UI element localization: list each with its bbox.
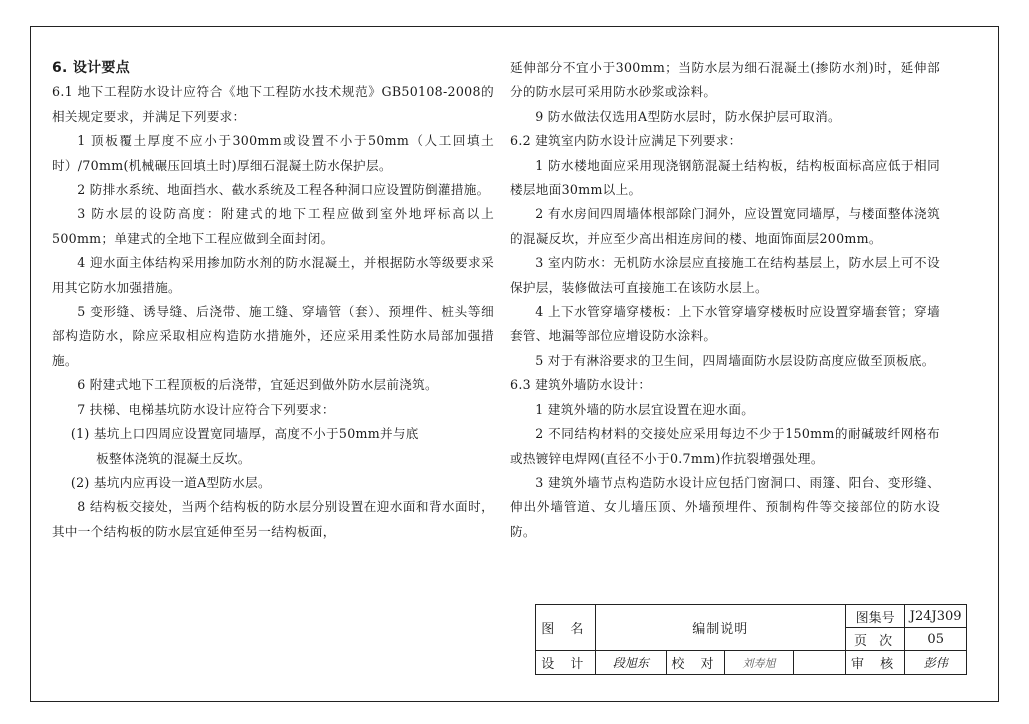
title-block xyxy=(535,604,967,675)
paragraph: 6 附建式地下工程顶板的后浇带，宜延迟到做外防水层前浇筑。 xyxy=(77,377,438,393)
spacer-cell xyxy=(794,651,845,675)
checker-signature: 刘寿旭 xyxy=(724,651,794,675)
paragraph: 2 有水房间四周墙体根部除门洞外，应设置宽同墙厚，与楼面整体浇筑的混凝反坎，并应至少高出相连房间的楼、地面饰面层200mm。 xyxy=(510,206,940,246)
atlas-number-label: 图集号 xyxy=(845,605,905,628)
drawing-name-label: 图 名 xyxy=(536,605,596,651)
page-value: 05 xyxy=(905,628,967,651)
review-label: 审 核 xyxy=(845,651,905,675)
paragraph: 6.3 建筑外墙防水设计： xyxy=(510,377,652,393)
paragraph: 3 建筑外墙节点构造防水设计应包括门窗洞口、雨篷、阳台、变形缝、伸出外墙管道、女儿墙压顶、外墙预埋件、预制构件等交接部位的防水设防。 xyxy=(510,474,940,539)
atlas-number-value: J24J309 xyxy=(905,605,967,628)
paragraph: 2 不同结构材料的交接处应采用每边不少于150mm的耐碱玻纤网格布或热镀锌电焊网(直径不小于0.7mm)作抗裂增强处理。 xyxy=(510,426,940,466)
left-column xyxy=(52,56,494,544)
paragraph: 6.2 建筑室内防水设计应满足下列要求： xyxy=(510,133,742,149)
paragraph: 板整体浇筑的混凝土反坎。 xyxy=(96,450,251,466)
paragraph: 5 对于有淋浴要求的卫生间，四周墙面防水层设防高度应做至顶板底。 xyxy=(535,352,935,368)
paragraph: 1 顶板覆土厚度不应小于300mm或设置不小于50mm（人工回填土时）/70mm(机械碾压回填土时)厚细石混凝土防水保护层。 xyxy=(52,133,494,173)
right-paragraphs xyxy=(510,56,940,544)
paragraph: 5 变形缝、诱导缝、后浇带、施工缝、穿墙管（套）、预埋件、桩头等细部构造防水，除应采取相应构造防水措施外，还应采用柔性防水局部加强措施。 xyxy=(52,304,494,368)
paragraph: 2 防排水系统、地面挡水、截水系统及工程各种洞口应设置防倒灌措施。 xyxy=(77,182,490,198)
drawing-name-value: 编制说明 xyxy=(595,605,845,651)
right-column xyxy=(510,56,940,544)
designer-signature: 段旭东 xyxy=(595,651,667,675)
paragraph: 1 建筑外墙的防水层宜设置在迎水面。 xyxy=(535,401,755,417)
paragraph: 3 室内防水：无机防水涂层应直接施工在结构基层上，防水层上可不设保护层，装修做法可直接施工在该防水层上。 xyxy=(510,255,940,295)
page-label: 页 次 xyxy=(845,628,905,651)
paragraph: 4 迎水面主体结构采用掺加防水剂的防水混凝土，并根据防水等级要求采用其它防水加强措施。 xyxy=(52,255,494,295)
paragraph: (1) 基坑上口四周应设置宽同墙厚，高度不小于50mm并与底 xyxy=(70,426,419,442)
paragraph: 6.1 地下工程防水设计应符合《地下工程防水技术规范》GB50108-2008的相关规定要求，并满足下列要求： xyxy=(52,84,494,124)
paragraph: 3 防水层的设防高度：附建式的地下工程应做到室外地坪标高以上500mm；单建式的全地下工程应做到全面封闭。 xyxy=(52,206,494,246)
design-label: 设 计 xyxy=(536,651,596,675)
paragraph: (2) 基坑内应再设一道A型防水层。 xyxy=(70,474,271,490)
section-heading: 6. 设计要点 xyxy=(52,60,131,76)
paragraph: 4 上下水管穿墙穿楼板：上下水管穿墙穿楼板时应设置穿墙套管；穿墙套管、地漏等部位应增设防水涂料。 xyxy=(510,304,940,344)
reviewer-signature: 彭伟 xyxy=(905,651,967,675)
left-paragraphs xyxy=(52,80,494,544)
check-label: 校 对 xyxy=(667,651,725,675)
paragraph: 8 结构板交接处，当两个结构板的防水层分别设置在迎水面和背水面时，其中一个结构板的防水层宜延伸至另一结构板面， xyxy=(52,499,494,539)
paragraph: 1 防水楼地面应采用现浇钢筋混凝土结构板，结构板面标高应低于相同楼层地面30mm以上。 xyxy=(510,157,940,198)
paragraph: 延伸部分不宜小于300mm；当防水层为细石混凝土(掺防水剂)时，延伸部分的防水层可采用防水砂浆或涂料。 xyxy=(510,60,940,100)
paragraph: 7 扶梯、电梯基坑防水设计应符合下列要求： xyxy=(77,401,335,417)
paragraph: 9 防水做法仅选用A型防水层时，防水保护层可取消。 xyxy=(535,108,841,124)
